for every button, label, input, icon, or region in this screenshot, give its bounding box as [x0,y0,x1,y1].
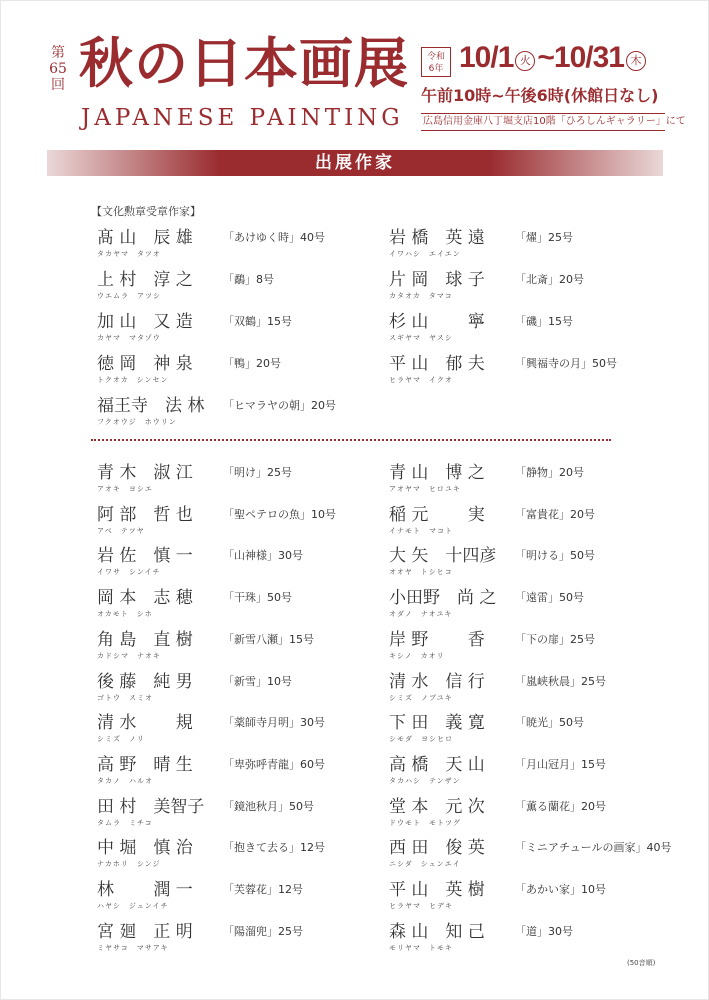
artist-name-reading: カヤマ マタゾウ [97,334,161,342]
artist-name: 角 島 直 樹 [97,629,193,650]
artist-name-reading: オカモト シホ [97,610,153,619]
artist-name: 森 山 知 己 [389,921,485,942]
artist-name: 田 村 美智子 [97,796,205,817]
venue-info: 広島信用金庫八丁堀支店10階「ひろしんギャラリー」にて [421,113,665,131]
artist-name-reading: ミヤサコ マサアキ [97,943,169,952]
artist-name-reading: ヒラヤマ ヒデキ [389,902,453,910]
artist-name: 岩 橋 英 遠 [389,228,485,248]
artist-name-reading: ニシダ シュンエイ [389,860,461,869]
artist-name: 徳 岡 神 泉 [97,354,193,374]
artwork-title: 「抱きて去る」12号 [223,841,325,855]
section-divider [91,439,611,441]
artist-name: 清 水 規 [97,713,193,734]
artwork-title: 「干珠」50号 [223,591,292,605]
artist-name-reading: キシノ カオリ [389,651,445,660]
artist-name: 宮 廻 正 明 [97,921,193,942]
artwork-title: 「北斎」20号 [515,273,584,286]
artist-name: 青 山 博 之 [389,463,485,483]
exhibition-subtitle: JAPANESE PAINTING [81,105,404,131]
artwork-title: 「ヒマラヤの朝」20号 [223,399,336,412]
date-range-separator: ~ [537,41,554,74]
artist-name: 片 岡 球 子 [389,270,485,290]
laureate-section-label: 【文化勲章受章作家】 [91,205,201,218]
artist-name: 平 山 英 樹 [389,880,485,900]
artwork-title: 「あけゆく時」40号 [223,231,325,244]
artwork-title: 「あかい家」10号 [515,883,606,896]
artist-name-reading: トクオカ シンセン [97,376,169,384]
artist-name-reading: タカヤマ タツオ [97,250,161,258]
artist-name-reading: ドウモト モトツグ [389,818,461,827]
artwork-title: 「薬師寺月明」30号 [223,716,325,730]
artist-name-reading: イナモト マコト [389,526,453,535]
artist-name: 清 水 信 行 [389,671,485,692]
artist-name: 福王寺 法 林 [97,396,205,416]
artist-name-reading: ヒラヤマ イクオ [389,376,453,384]
artwork-title: 「鏡池秋月」50号 [223,799,314,813]
artists-banner [47,150,663,176]
artist-name-reading: カタオカ タマコ [389,292,453,300]
artwork-title: 「月山冠月」15号 [515,757,606,771]
banner-title: 出展作家 [315,153,395,173]
artist-name: 髙 山 辰 雄 [97,228,193,248]
artwork-title: 「下の扉」25号 [515,632,595,646]
artist-name-reading: イワサ シンイチ [97,568,161,577]
artwork-title: 「新雪」10号 [223,674,292,688]
artist-name-reading: フクオウジ ホウリン [97,418,177,426]
artist-name: 阿 部 哲 也 [97,504,193,525]
artist-name-reading: アベ テツヤ [97,526,145,535]
end-weekday: 木 [626,51,646,71]
exhibition-title: 秋の日本画展 [79,31,409,95]
artist-name-reading: スギヤマ ヤスシ [389,334,453,342]
end-date: 10/31 [553,41,624,74]
artist-name: 稲 元 実 [389,504,485,525]
artist-name-reading: ウエムラ アツシ [97,292,161,300]
sort-order-note: (50音順) [627,959,656,967]
artwork-title: 「嵐峡秋晨」25号 [515,674,606,688]
artist-name: 大 矢 十四彦 [389,546,497,567]
artist-name: 中 堀 慎 治 [97,838,193,859]
artwork-title: 「山神様」30号 [223,549,303,563]
artist-name-reading: アオキ ヨシエ [97,485,153,493]
artwork-title: 「卑弥呼青龍」60号 [223,757,325,771]
artist-name-reading: モリヤマ トモキ [389,943,453,952]
artist-name-reading: シモダ ヨシヒロ [389,735,453,744]
artist-name-reading: タカノ ハルオ [97,776,153,785]
artwork-title: 「磯」15号 [515,315,573,328]
artist-name: 上 村 淳 之 [97,270,193,290]
opening-hours: 午前10時~午後6時(休館日なし) [421,86,659,105]
start-date: 10/1 [459,41,514,74]
artist-name-reading: タムラ ミチコ [97,818,153,827]
artist-name: 堂 本 元 次 [389,796,485,817]
artwork-title: 「明け」25号 [223,466,292,479]
artist-name: 加 山 又 造 [97,312,193,332]
artist-name-reading: カドシマ ナオキ [97,651,161,660]
artist-name: 小田野 尚 之 [389,588,497,609]
artist-name: 岸 野 香 [389,629,485,650]
artwork-title: 「薫る蘭花」20号 [515,799,606,813]
artwork-title: 「新雪八瀬」15号 [223,632,314,646]
artist-name-reading: オオヤ トシヒコ [389,568,453,577]
artist-name-reading: シミズ ノブユキ [389,693,453,702]
edition-number: 第 65 回 [49,45,67,93]
artist-name: 岡 本 志 穂 [97,588,193,609]
artwork-title: 「芙蓉花」12号 [223,883,303,896]
artwork-title: 「興福寺の月」50号 [515,357,617,370]
artist-name-reading: オダノ ナオユキ [389,610,453,619]
artwork-title: 「静物」20号 [515,466,584,479]
artwork-title: 「聖ペテロの魚」10号 [223,507,336,521]
artwork-title: 「暁光」50号 [515,716,584,730]
artwork-title: 「鷸」8号 [223,273,274,286]
artist-name-reading: シミズ ノリ [97,735,145,744]
exhibition-dates [459,41,648,75]
artist-name: 西 田 俊 英 [389,838,485,859]
artist-name-reading: アオヤマ ヒロユキ [389,485,461,493]
artist-name-reading: ナカホリ シンジ [97,860,161,869]
artwork-title: 「双鶴」15号 [223,315,292,328]
artwork-title: 「鴨」20号 [223,357,281,370]
artwork-title: 「ミニアチュールの画家」40号 [515,841,672,855]
artist-name-reading: イワハシ エイエン [389,250,461,258]
artwork-title: 「燿」25号 [515,231,573,244]
artist-name: 高 野 晴 生 [97,754,193,775]
artwork-title: 「遠雷」50号 [515,591,584,605]
artwork-title: 「明ける」50号 [515,549,595,563]
artist-name: 林 潤 一 [97,880,193,900]
artist-name: 杉 山 寧 [389,312,485,332]
artwork-title: 「富貴花」20号 [515,507,595,521]
artist-name: 青 木 淑 江 [97,463,193,483]
artist-name: 平 山 郁 夫 [389,354,485,374]
artist-name-reading: ハヤシ ジュンイチ [97,902,169,910]
artist-name-reading: ゴトウ スミオ [97,693,153,702]
artist-name: 後 藤 純 男 [97,671,193,692]
artist-name: 高 橋 天 山 [389,754,485,775]
artist-name: 岩 佐 慎 一 [97,546,193,567]
artist-name-reading: タカハシ テンザン [389,776,461,785]
artist-name: 下 田 義 寛 [389,713,485,734]
artwork-title: 「陽溜兜」25号 [223,924,303,938]
era-badge: 令和 6年 [421,47,451,77]
artwork-title: 「道」30号 [515,924,573,938]
start-weekday: 火 [515,51,535,71]
